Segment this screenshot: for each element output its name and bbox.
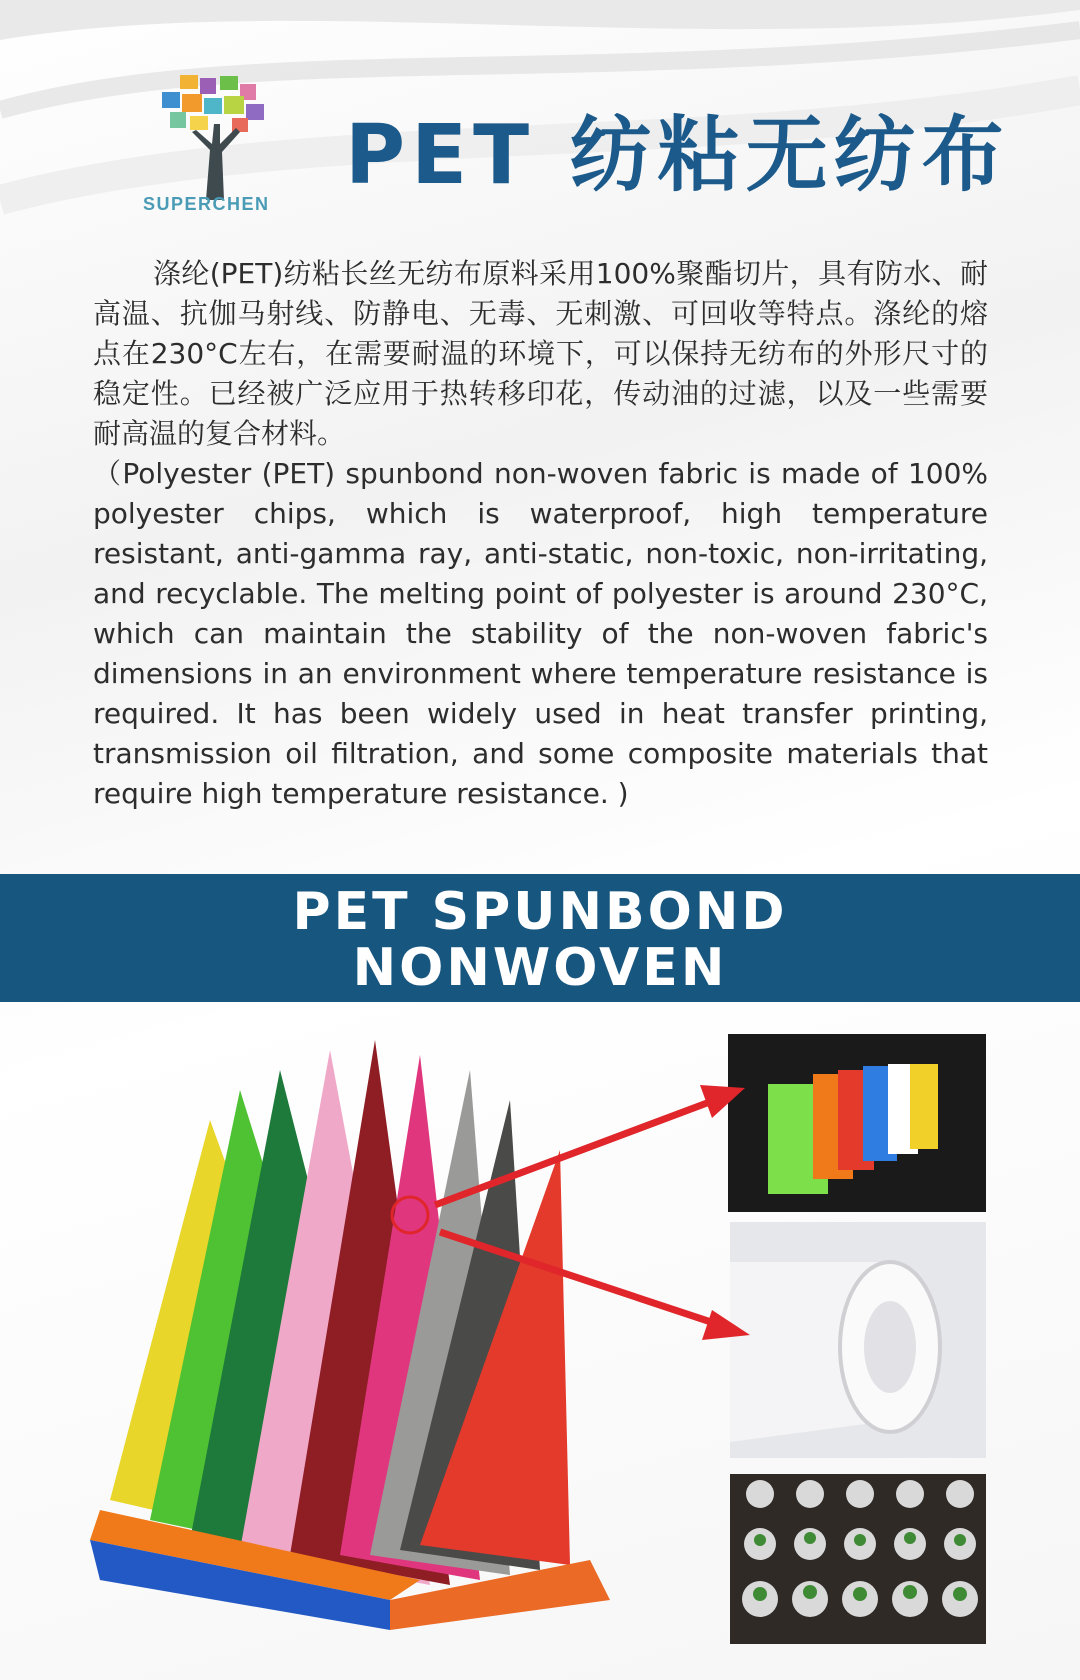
tote-bags-photo [728,1034,986,1212]
fabric-roll-illustration [730,1222,986,1458]
page-title: PET 纺粘无纺布 [345,108,1010,203]
brand-name: SUPERCHEN [143,194,270,214]
fabric-rolls-image [90,1040,710,1640]
description-chinese: 涤纶(PET)纺粘长丝无纺布原料采用100%聚酯切片，具有防水、耐高温、抗伽马射线、防静电、无毒、无刺激、可回收等特点。涤纶的熔点在230°C左右，在需要耐温的环境下，可以保持无纺布的外形尺寸的稳定性。已经被广泛应用于热转移印花，传动油的过滤，以及一些需要耐高温的复合材料。 [93,257,988,450]
seedling-pots-photo [730,1474,986,1644]
banner-line-2: NONWOVEN [352,938,728,998]
description-english: （Polyester (PET) spunbond non-woven fabric is made of 100% polyester chips, which is waterproof, high temperature resistant, anti-gamma ray, anti-static, non-toxic, non-irritating, and recyclable. The melting point of polyester is around 230°C, which can maintain the stability of the non-woven fabric's dimensions in an environment where temperature resistance is required. It has been widely used in heat transfer printing, transmission oil filtration, and some composite materials that require high temperature resistance. ) [93,457,988,810]
tote-bags-illustration [728,1034,986,1212]
product-banner [0,874,1080,1002]
description [93,254,988,814]
banner-line-1: PET SPUNBOND [292,882,788,942]
fabric-roll-photo [730,1222,986,1458]
seedling-pots-illustration [730,1474,986,1644]
